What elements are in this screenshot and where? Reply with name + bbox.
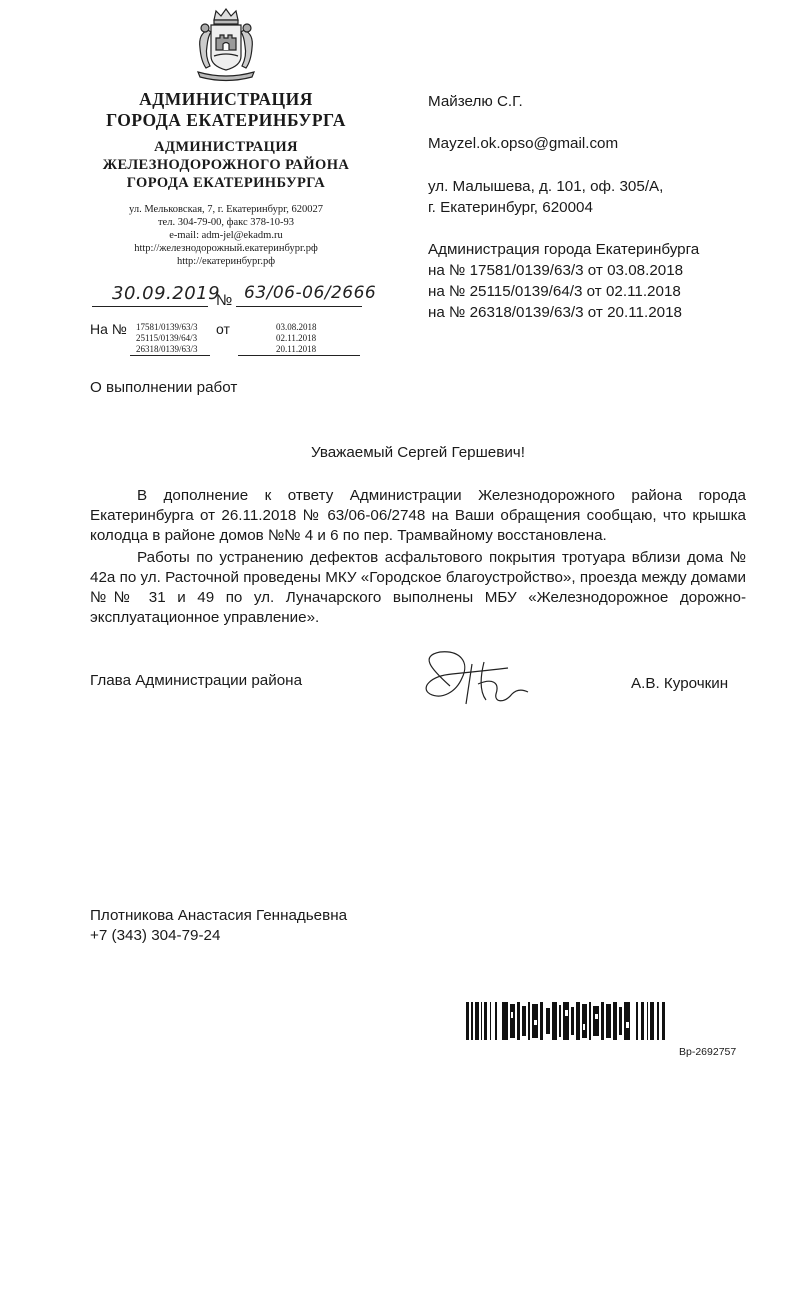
coat-of-arms-emblem xyxy=(186,6,266,84)
letter-greeting: Уважаемый Сергей Гершевич! xyxy=(311,444,525,461)
org-email: e-mail: adm-jel@ekadm.ru xyxy=(169,230,283,241)
body-paragraph-1: В дополнение к ответу Администрации Железнодорожного района города Екатеринбурга от 26.11.2018 № 63/06-06/2748 на Ваши обращения сообщаю, что крышка колодца в районе домов №№ 4 и 6 по пер. Трамвайному восстановлена. xyxy=(90,487,746,544)
contact-name: Плотникова Анастасия Геннадьевна xyxy=(90,907,348,924)
number-underline xyxy=(236,306,362,307)
signatory-name: А.В. Курочкин xyxy=(631,675,729,692)
org-address: ул. Мельковская, 7, г. Екатеринбург, 620027 xyxy=(129,204,323,215)
org-name-line2: ГОРОДА ЕКАТЕРИНБУРГА xyxy=(106,110,346,130)
org-site-2: http://екатеринбург.рф xyxy=(176,256,276,267)
registration-number: 63/06-06/2666 xyxy=(244,283,377,303)
ref-label: На № xyxy=(90,321,127,337)
handwritten-signature xyxy=(400,648,570,718)
ref-date-1: 03.08.2018 xyxy=(276,322,317,332)
recipient-address-line1: ул. Малышева, д. 101, оф. 305/А, xyxy=(428,178,664,195)
signatory-position: Глава Администрации района xyxy=(90,672,303,689)
recipient-ref-line1: на № 17581/0139/63/3 от 03.08.2018 xyxy=(428,262,684,279)
registration-date: 30.09.2019 xyxy=(112,283,221,304)
barcode-image xyxy=(466,1002,666,1040)
recipient-email: Mayzel.ok.opso@gmail.com xyxy=(428,135,619,152)
recipient-address-line2: г. Екатеринбург, 620004 xyxy=(428,199,593,216)
org-site-1: http://железнодорожный.екатеринбург.рф xyxy=(134,243,318,254)
recipient-ref-title: Администрация города Екатеринбурга xyxy=(428,241,700,258)
document-code: Вр-2692757 xyxy=(679,1046,737,1058)
org-phone: тел. 304-79-00, факс 378-10-93 xyxy=(157,217,295,228)
recipient-ref-line2: на № 25115/0139/64/3 от 02.11.2018 xyxy=(428,283,681,300)
suborg-name-line3: ГОРОДА ЕКАТЕРИНБУРГА xyxy=(126,175,326,191)
contact-phone: +7 (343) 304-79-24 xyxy=(90,927,221,944)
from-label: от xyxy=(216,321,230,337)
registration-number-label: № xyxy=(216,292,233,309)
ref-number-3: 26318/0139/63/3 xyxy=(136,344,198,354)
ref-number-1: 17581/0139/63/3 xyxy=(136,322,198,332)
letter-subject: О выполнении работ xyxy=(90,379,238,396)
ref-date-2: 02.11.2018 xyxy=(276,333,317,343)
ref-number-2: 25115/0139/64/3 xyxy=(136,333,198,343)
suborg-name-line1: АДМИНИСТРАЦИЯ xyxy=(154,139,298,155)
ref-number-underline xyxy=(130,355,210,356)
body-paragraph-2: Работы по устранению дефектов асфальтового покрытия тротуара вблизи дома № 42а по ул. Расточной проведены МКУ «Городское благоустройство», проезда между домами №№ 31 и 49 по ул. Луначарского выполнены МБУ «Железнодорожное дорожно-эксплуатационное управление». xyxy=(90,549,746,626)
ref-date-3: 20.11.2018 xyxy=(276,344,317,354)
suborg-name-line2: ЖЕЛЕЗНОДОРОЖНОГО РАЙОНА xyxy=(102,157,350,173)
recipient-ref-line3: на № 26318/0139/63/3 от 20.11.2018 xyxy=(428,304,682,321)
org-name-line1: АДМИНИСТРАЦИЯ xyxy=(139,89,313,109)
date-underline xyxy=(92,306,208,307)
recipient-name: Майзелю С.Г. xyxy=(428,93,523,110)
ref-date-underline xyxy=(238,355,360,356)
